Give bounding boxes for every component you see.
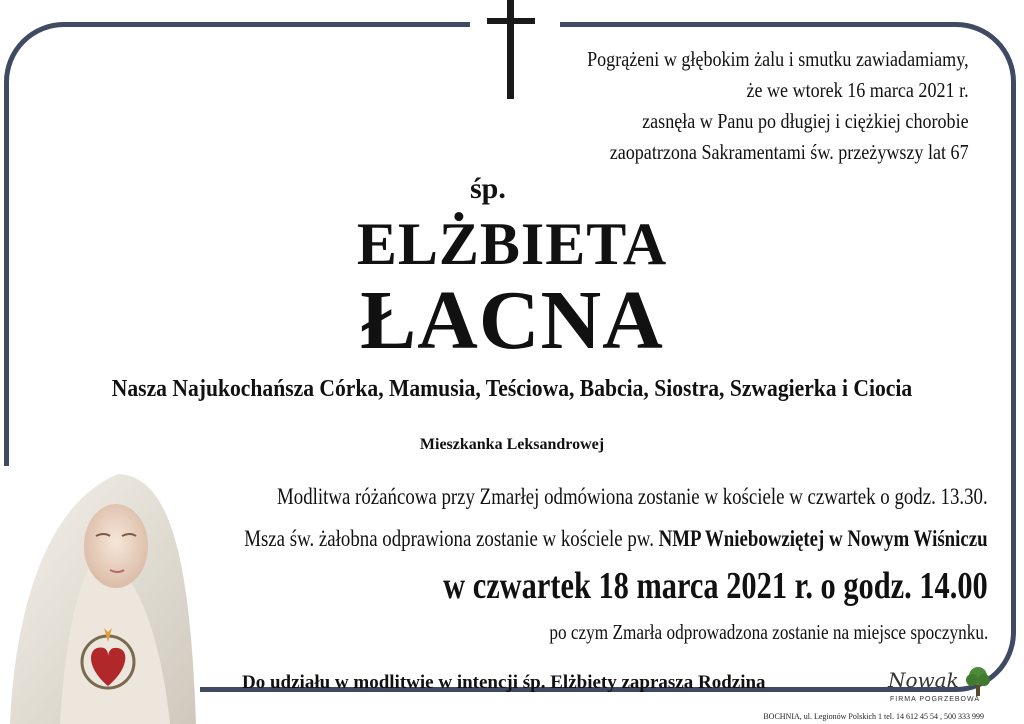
sp-prefix: śp. (470, 172, 506, 205)
deceased-last-name: ŁACNA (360, 274, 664, 367)
announcement-intro (587, 44, 969, 168)
footer-contact: BOCHNIA, ul. Legionów Polskich 1 tel. 14 612 45 54 , 500 333 999 (763, 712, 984, 721)
funeral-home-logo (884, 666, 994, 708)
intro-line: że we wtorek 16 marca 2021 r. (746, 78, 969, 102)
intro-line: zasnęła w Panu po długiej i ciężkiej chorobie (642, 109, 969, 133)
logo-subtitle: FIRMA POGRZEBOWA (890, 696, 981, 703)
intro-line: zaopatrzona Sakramentami św. przeżywszy lat 67 (610, 140, 969, 164)
mass-prefix: Msza św. żałobna odprawiona zostanie w kościele pw. (244, 526, 655, 551)
deceased-first-name: ELŻBIETA (356, 211, 668, 277)
invitation-line: Do udziału w modlitwie w intencji śp. Elżbiety zaprasza Rodzina (242, 672, 766, 693)
residence-line: Mieszkanka Leksandrowej (419, 436, 605, 453)
tree-icon (964, 666, 992, 696)
logo-name: Nowak (888, 668, 959, 692)
madonna-image (0, 466, 200, 724)
rosary-info: Modlitwa różańcowa przy Zmarłej odmówiona zostanie w kościele w czwartek o godz. 13.30. (277, 484, 988, 509)
family-relations: Nasza Najukochańsza Córka, Mamusia, Teściowa, Babcia, Siostra, Szwagierka i Ciocia (111, 376, 913, 402)
mass-church: NMP Wniebowziętej w Nowym Wiśniczu (659, 526, 988, 551)
mass-info (245, 526, 988, 552)
intro-line: Pogrążeni w głębokim żalu i smutku zawiadamiamy, (587, 47, 969, 71)
funeral-date: w czwartek 18 marca 2021 r. o godz. 14.00 (443, 565, 988, 607)
burial-info: po czym Zmarła odprowadzona zostanie na miejsce spoczynku. (549, 620, 988, 644)
